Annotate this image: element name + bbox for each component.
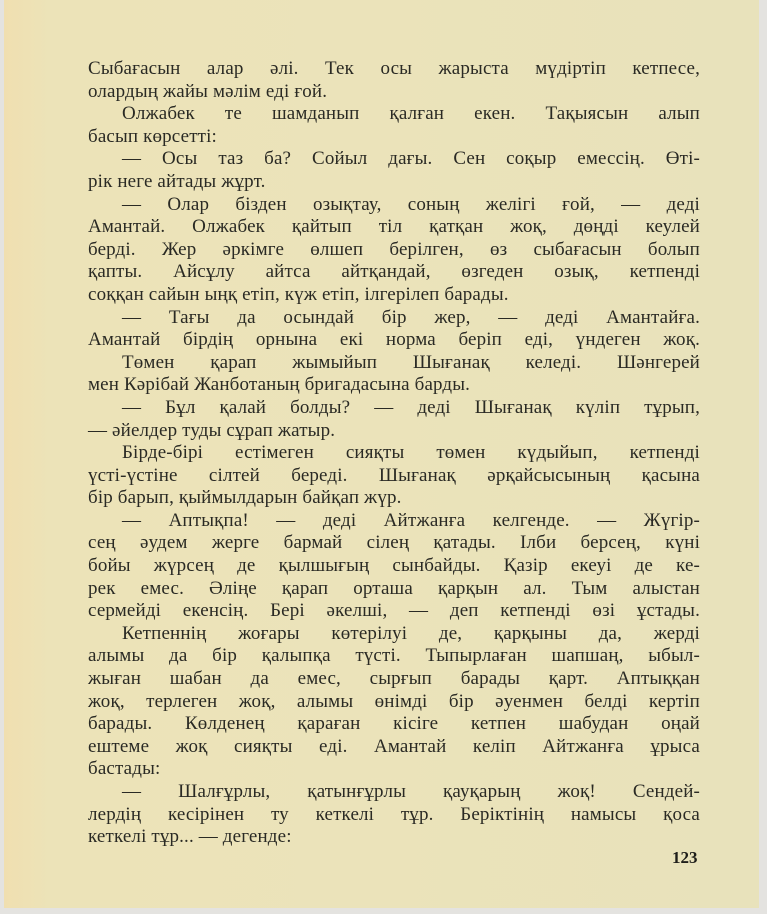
text-line: бір барып, қыймылдарын байқап жүр.: [88, 487, 402, 509]
text-line: — Олар бізден озықтау, соның желігі ғой, — деді: [122, 193, 700, 215]
page-number: 123: [672, 848, 698, 867]
text-line: берді. Жер әркімге өлшеп берілген, өз сыбағасын болып: [88, 238, 700, 260]
text-line: — әйелдер туды сұрап жатыр.: [88, 419, 336, 441]
text-line: — Шалғұрлы, қатынғұрлы қауқарың жоқ! Сендей-: [122, 781, 700, 802]
text-line: Сыбағасын алар әлі. Тек осы жарыста мүдіртіп кетпесе,: [88, 58, 700, 79]
text-line: алымы да бір қалыпқа түсті. Тыпырлаған шапшаң, ыбыл-: [88, 645, 700, 667]
text-line: бастады:: [88, 758, 161, 780]
page-body-text: [88, 58, 700, 849]
text-line: — Аптықпа! — деді Айтжанға келгенде. — Жүгір-: [122, 509, 700, 531]
text-line: — Бұл қалай болды? — деді Шығанақ күліп тұрып,: [122, 396, 700, 418]
text-line: басып көрсетті:: [88, 125, 217, 147]
text-line: — Осы таз ба? Сойыл дағы. Сен соқыр емессің. Өті-: [122, 148, 700, 170]
text-line: Амантай. Олжабек қайтып тіл қатқан жоқ, дөңді кеулей: [88, 216, 700, 238]
text-line: жыған шабан да емес, сырғып барады қарт. Аптыққан: [88, 668, 700, 690]
text-line: Бірде-бірі естімеген сияқты төмен күдыйып, кетпенді: [122, 442, 700, 464]
text-line: Төмен қарап жымыйып Шығанақ келеді. Шәнгерей: [122, 351, 700, 373]
text-line: лердің кесірінен ту кеткелі тұр. Беріктінің намысы қоса: [88, 803, 700, 825]
text-line: барады. Көлденең қараған кісіге кетпен шабудан оңай: [88, 713, 700, 735]
text-line: ештеме жоқ сияқты еді. Амантай келіп Айтжанға ұрыса: [88, 735, 700, 757]
text-line: мен Кәрібай Жанботаның бригадасына барды.: [88, 374, 471, 396]
text-line: бойы жүрсең де қылшығың сынбайды. Қазір екеуі де ке-: [88, 555, 700, 577]
text-line: соққан сайын ыңқ етіп, күж етіп, ілгерілеп барады.: [88, 283, 509, 305]
text-line: кеткелі тұр... — дегенде:: [88, 826, 292, 848]
text-line: жоқ, терлеген жоқ, алымы өнімді бір әуенмен белді кертіп: [88, 690, 700, 712]
text-line: рек емес. Әліңе қарап орташа қарқын ал. Тым алыстан: [88, 577, 700, 599]
text-line: рік неге айтады жұрт.: [88, 170, 266, 192]
text-line: олардың жайы мәлім еді ғой.: [88, 80, 328, 102]
text-line: — Тағы да осындай бір жер, — деді Амантайға.: [122, 306, 700, 328]
text-line: Кетпеннің жоғары көтерілуі де, қарқыны да, жерді: [122, 622, 700, 644]
text-line: Амантай бірдің орнына екі норма беріп еді, үндеген жоқ.: [88, 329, 700, 351]
text-line: үсті-үстіне сілтей береді. Шығанақ әрқайсысының қасына: [88, 464, 700, 486]
text-line: сермейді екенсің. Бері әкелші, — деп кетпенді өзі ұстады.: [88, 600, 700, 622]
text-line: сең әудем жерге бармай сілең қатады. Ілби берсең, күні: [88, 532, 700, 554]
text-line: қапты. Айсұлу айтса айтқандай, өзгеден озық, кетпенді: [88, 261, 700, 283]
book-page: [4, 0, 759, 908]
text-line: Олжабек те шамданып қалған екен. Тақыясын алып: [122, 103, 700, 125]
